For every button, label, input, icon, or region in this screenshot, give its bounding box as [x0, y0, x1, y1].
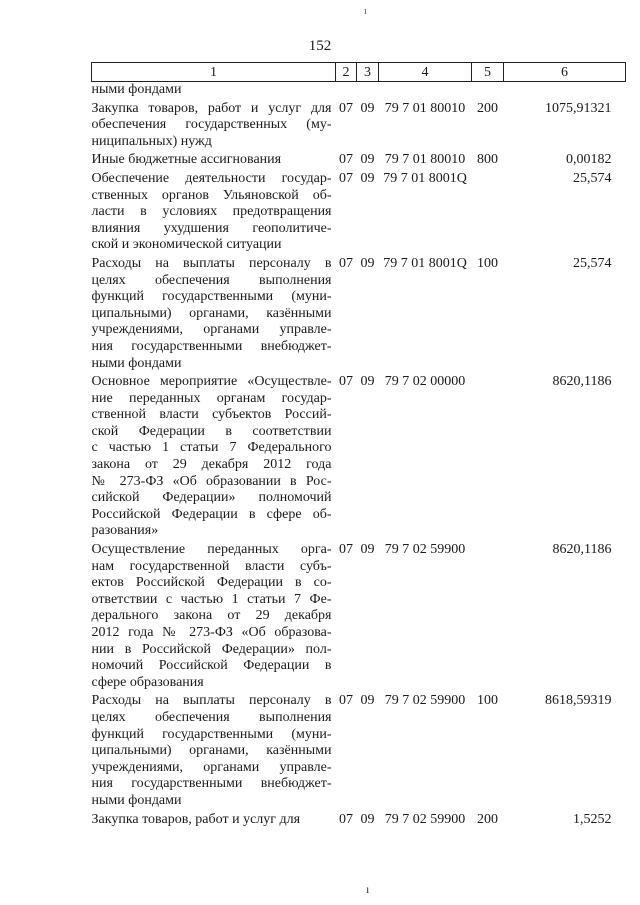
header-col-1: 1	[92, 63, 336, 82]
row-name-line: учреждениями, органами управле-	[91, 759, 332, 775]
row-name-line: нам государственной власти субъ-	[91, 558, 332, 574]
row-name	[92, 82, 336, 99]
row-name-line: целях обеспечения выполнения	[91, 709, 332, 725]
row-section: 07	[339, 374, 353, 390]
row-name-line: ния государственными внебюджет-	[91, 338, 332, 354]
row-target-article: 79 7 01 80010	[384, 100, 466, 116]
row-amount: 1075,91321	[545, 100, 612, 116]
row-expense-type: 100	[477, 693, 498, 709]
row-name-line: ответствии с частью 1 статьи 7 Фе-	[91, 591, 332, 607]
row-amount	[504, 82, 626, 99]
row-name-line: учреждениями, органами управле-	[91, 322, 332, 338]
row-subsection: 09	[360, 811, 375, 827]
row-name-line: функций государственными (муни-	[91, 726, 332, 742]
row-expense-type: 200	[477, 100, 498, 116]
row-name-line: обеспечения государственных (му-	[91, 117, 332, 133]
row-target-article: 79 7 02 59900	[384, 693, 466, 709]
row-amount: 8618,59319	[545, 693, 612, 709]
table-row	[92, 810, 626, 829]
row-name-line: разования»	[91, 523, 159, 539]
row-expense-type: 800	[477, 152, 498, 168]
header-col-2: 2	[336, 63, 357, 82]
row-subsection: 09	[360, 255, 375, 271]
row-name-line: Обеспечение деятельности государ-	[91, 170, 332, 186]
row-name-line: ектов Российской Федерации в со-	[91, 575, 332, 591]
row-name-line: Иные бюджетные ассигнования	[91, 152, 282, 168]
row-name-line: функций государственными (муни-	[91, 289, 332, 305]
table-row	[92, 169, 626, 254]
row-section	[336, 82, 357, 99]
row-name-line: закона от 29 декабря 2012 года	[91, 457, 332, 473]
row-name-line: ципальными) органами, казёнными	[91, 305, 332, 321]
row-name-line: ными фондами	[91, 82, 182, 97]
row-amount: 1,5252	[573, 811, 612, 827]
header-col-6: 6	[504, 63, 626, 82]
table-header-row	[92, 63, 626, 82]
row-name-line: № 273-ФЗ «Об образовании в Рос-	[91, 473, 332, 489]
row-name-line: сфере образования	[91, 674, 204, 690]
row-expense-type	[472, 169, 504, 254]
row-target-article	[379, 82, 472, 99]
row-name-line: ласти в условиях предотвращения	[91, 204, 332, 220]
table-row	[92, 254, 626, 372]
row-subsection: 09	[360, 542, 375, 558]
row-name-line: дерального закона от 29 декабря	[91, 608, 332, 624]
row-name-line: Российской Федерации в сфере об-	[91, 506, 332, 522]
row-target-article: 79 7 01 8001Q	[383, 170, 467, 186]
row-section: 07	[339, 811, 353, 827]
row-name-line: ской Федерации в соответствии	[91, 423, 332, 439]
header-col-4: 4	[379, 63, 472, 82]
table-row	[92, 372, 626, 540]
row-name-line: ственных органов Ульяновской об-	[91, 187, 332, 203]
row-amount: 25,574	[573, 170, 612, 186]
row-name-line: Основное мероприятие «Осуществле-	[91, 374, 332, 390]
row-amount: 25,574	[573, 255, 612, 271]
row-amount: 8620,1186	[552, 374, 612, 390]
row-section: 07	[339, 100, 353, 116]
row-name-line: номочий Российской Федерации в	[91, 658, 332, 674]
row-expense-type: 100	[477, 255, 498, 271]
row-amount: 8620,1186	[552, 542, 612, 558]
row-name-line: Закупка товаров, работ и услуг для	[91, 100, 332, 116]
row-name-line: ственной власти субъектов Россий-	[91, 407, 332, 423]
row-subsection: 09	[360, 374, 375, 390]
row-name-line: ние переданных органам государ-	[91, 390, 332, 406]
row-target-article: 79 7 02 00000	[384, 374, 466, 390]
row-expense-type	[472, 540, 504, 691]
row-name-line: нии в Российской Федерации» пол-	[91, 641, 332, 657]
row-name-line: ской и экономической ситуации	[91, 237, 282, 253]
row-section: 07	[339, 170, 353, 186]
table-row	[92, 82, 626, 99]
row-name	[92, 99, 336, 151]
page-number: 152	[308, 38, 332, 54]
budget-table	[91, 62, 626, 828]
row-name-line: сийской Федерации» полномочий	[91, 490, 332, 506]
row-target-article: 79 7 01 80010	[384, 152, 466, 168]
row-section: 07	[339, 152, 353, 168]
row-name	[92, 691, 336, 809]
row-name	[92, 169, 336, 254]
row-name-line: с частью 1 статьи 7 Федерального	[91, 440, 332, 456]
row-subsection: 09	[360, 693, 375, 709]
row-expense-type	[472, 82, 504, 99]
header-col-5: 5	[472, 63, 504, 82]
row-section: 07	[339, 255, 353, 271]
header-col-3: 3	[357, 63, 379, 82]
row-name-line: ния государственными внебюджет-	[91, 776, 332, 792]
row-subsection: 09	[360, 152, 375, 168]
row-amount: 0,00182	[566, 152, 612, 168]
row-name	[92, 372, 336, 540]
row-section: 07	[339, 542, 353, 558]
row-name-line: ными фондами	[91, 355, 182, 371]
row-subsection: 09	[360, 100, 375, 116]
row-subsection: 09	[360, 170, 375, 186]
scan-mark-top: ı	[364, 6, 367, 17]
row-expense-type	[472, 372, 504, 540]
row-expense-type: 200	[477, 811, 498, 827]
row-name	[92, 540, 336, 691]
row-name-line: целях обеспечения выполнения	[91, 272, 332, 288]
table-row	[92, 99, 626, 151]
row-target-article: 79 7 02 59900	[384, 811, 466, 827]
row-name	[92, 150, 336, 169]
row-name-line: Осуществление переданных орга-	[91, 542, 332, 558]
row-name-line: Закупка товаров, работ и услуг для	[91, 811, 301, 827]
row-name-line: Расходы на выплаты персоналу в	[91, 255, 332, 271]
row-name-line: влияния ухудшения геополитиче-	[91, 220, 332, 236]
scan-mark-bottom: ı	[366, 882, 370, 896]
table-row	[92, 150, 626, 169]
row-name-line: Расходы на выплаты персоналу в	[91, 693, 332, 709]
row-section: 07	[339, 693, 353, 709]
row-target-article: 79 7 01 8001Q	[383, 255, 467, 271]
table-row	[92, 691, 626, 809]
row-name	[92, 254, 336, 372]
table-row	[92, 540, 626, 691]
row-name-line: ципальными) органами, казёнными	[91, 743, 332, 759]
row-target-article: 79 7 02 59900	[384, 542, 466, 558]
row-name-line: 2012 года № 273-ФЗ «Об образова-	[91, 625, 332, 640]
row-name	[92, 810, 336, 829]
table-body	[92, 82, 626, 829]
row-subsection	[357, 82, 379, 99]
row-name-line: ниципальных) нужд	[91, 133, 212, 149]
row-name-line: ными фондами	[91, 792, 182, 808]
